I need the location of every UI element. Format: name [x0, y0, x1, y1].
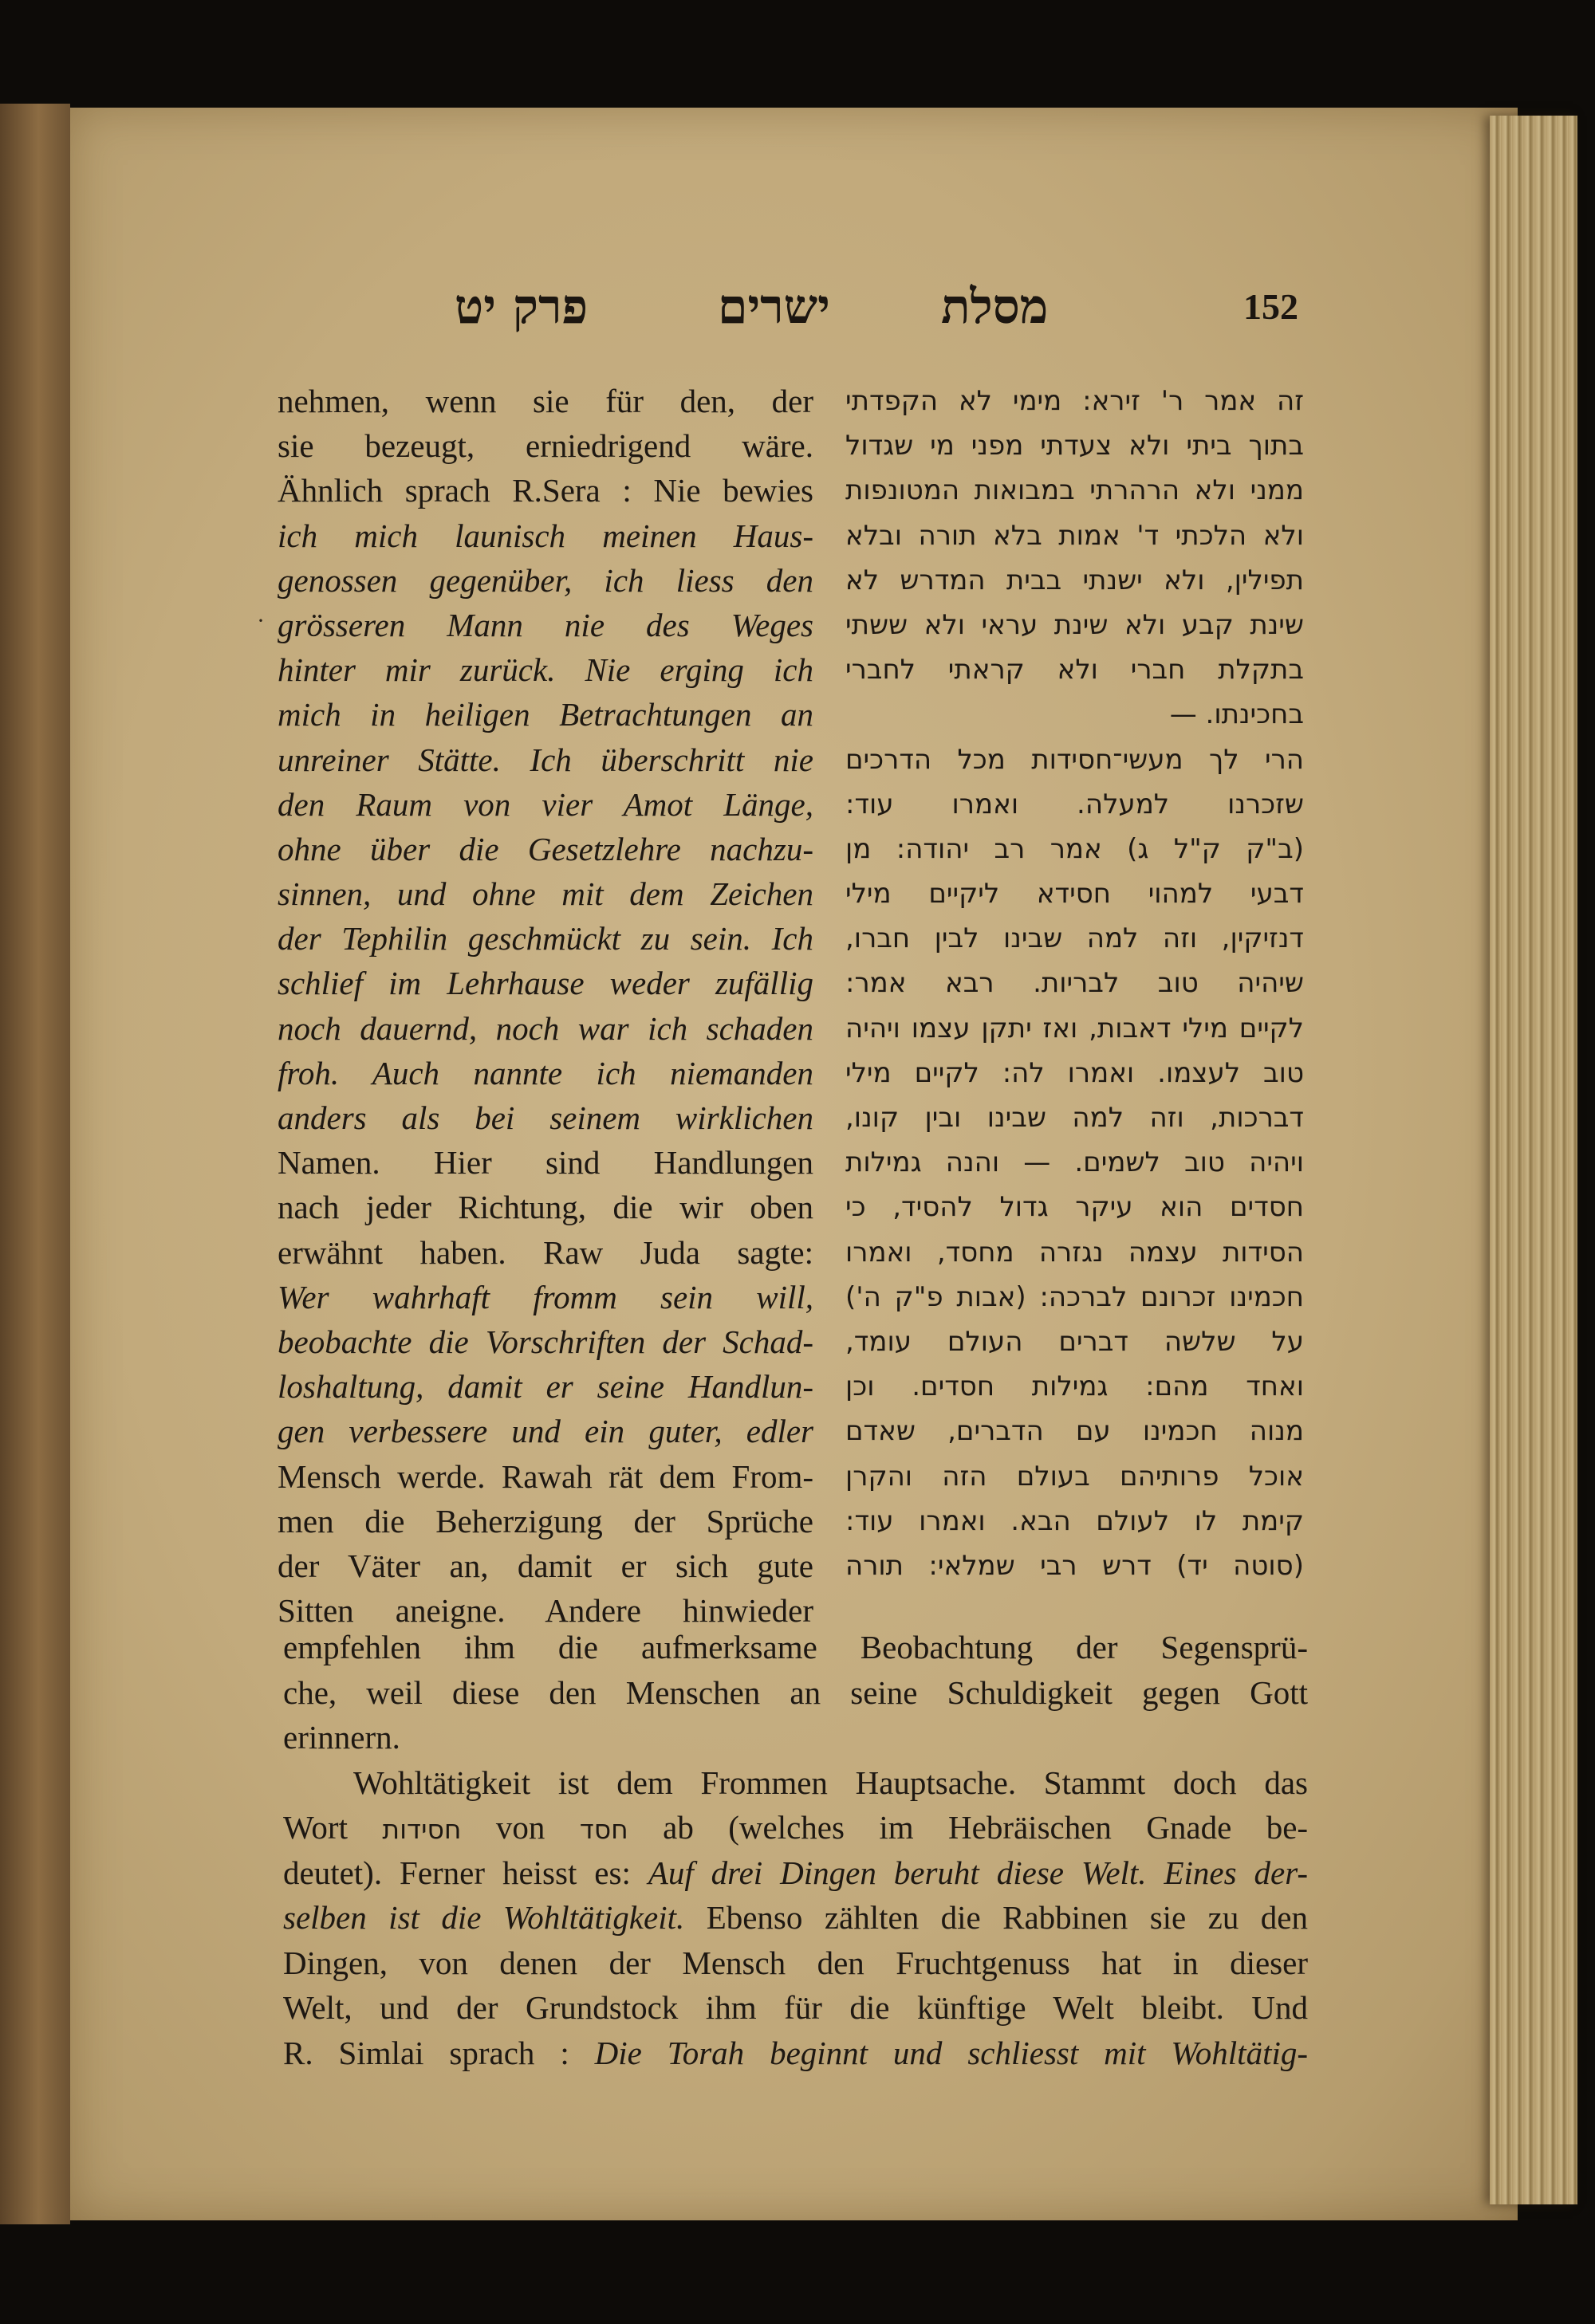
hebrew-line: ואחד מהם: גמילות חסדים. וכן — [845, 1370, 1304, 1403]
text-fragment: von — [495, 1809, 545, 1846]
hebrew-line: על שלשה דברים העולם עומד, — [845, 1325, 1304, 1358]
german-line — [278, 1006, 813, 1051]
german-line: erwähnt haben. Raw Juda sagte: — [278, 1233, 813, 1271]
german-italic: loshaltung, damit er seine Handlun- — [278, 1368, 813, 1406]
page-header — [431, 279, 1340, 351]
hebrew-line: בתקלת חברי ולא קראתי לחברי — [845, 654, 1304, 686]
german-italic: den Raum von vier Amot Länge, — [278, 785, 813, 823]
german-italic: beobachte die Vorschriften der Schad- — [278, 1323, 813, 1360]
german-line — [278, 1319, 813, 1364]
page-number: 152 — [1243, 286, 1298, 327]
german-italic: sinnen, und ohne mit dem Zeichen — [278, 875, 813, 913]
text-line: erinnern. — [283, 1719, 400, 1756]
text-line — [283, 1895, 1308, 1941]
hebrew-line: שיהיה טוב לבריות. רבא אמר: — [845, 967, 1304, 1000]
hebrew-line: הרי לך מעשי־חסידות מכל הדרכים — [845, 743, 1304, 776]
hebrew-line: בחכינתו. — — [1169, 698, 1304, 731]
german-line — [278, 961, 813, 1005]
hebrew-word-hesed: חסד — [579, 1814, 628, 1845]
hebrew-line: (ב"ק ק"ל ג) אמר רב יהודה: מן — [845, 832, 1304, 865]
german-line — [278, 827, 813, 871]
german-line — [278, 916, 813, 961]
hebrew-line: דנזיקין, וזה למה שבינו לבין חברו, — [845, 922, 1304, 955]
german-line: der Väter an, damit er sich gute — [278, 1547, 813, 1584]
german-italic: ohne über die Gesetzlehre nachzu- — [278, 830, 813, 867]
hebrew-line: ויהיה טוב לשמים. — והנה גמילות — [845, 1146, 1304, 1179]
german-line: Mensch werde. Rawah rät dem From- — [278, 1457, 813, 1495]
german-line — [278, 647, 813, 692]
text-fragment: deutet). Ferner heisst es: — [283, 1854, 631, 1891]
hebrew-line: ממני ולא הרהרתי במבואות המטונפות — [845, 474, 1304, 507]
german-italic: grösseren Mann nie des Weges — [278, 606, 813, 643]
german-line: men die Beherzigung der Sprüche — [278, 1502, 813, 1540]
text-line — [283, 2031, 1308, 2076]
german-line — [278, 513, 813, 558]
margin-dot: · — [257, 608, 265, 634]
text-italic: Die Torah beginnt und schliesst mit Wohltätig- — [594, 2034, 1309, 2071]
hebrew-line: דברכות, וזה למה שבינו ובין קונו, — [845, 1102, 1304, 1134]
text-fragment: R. Simlai sprach : — [283, 2034, 569, 2071]
text-line — [283, 1850, 1308, 1896]
german-italic: genossen gegenüber, ich liess den — [278, 561, 813, 599]
page-fore-edge — [1490, 116, 1577, 2204]
german-italic: hinter mir zurück. Nie erging ich — [278, 651, 813, 689]
german-line: Sitten aneigne. Andere hinwieder — [278, 1592, 813, 1630]
text-line: Welt, und der Grundstock ihm für die künftige Welt bleibt. Und — [283, 1989, 1308, 2026]
hebrew-line: דבעי למהוי חסידא ליקיים מילי — [845, 878, 1304, 910]
text-fragment: Ebenso zählten die Rabbinen sie zu den — [706, 1899, 1309, 1936]
german-line — [278, 1275, 813, 1319]
hebrew-line: ולא הלכתי ד' אמות בלא תורה ובלא — [845, 519, 1304, 552]
running-head-word-2: ישרים — [718, 279, 830, 335]
german-italic: anders als bei seinem wirklichen — [278, 1099, 813, 1136]
german-italic: schlief im Lehrhause weder zufällig — [278, 965, 813, 1002]
german-line — [278, 692, 813, 737]
german-line: Namen. Hier sind Handlungen — [278, 1144, 813, 1182]
german-line — [278, 737, 813, 782]
text-line: Wohltätigkeit ist dem Frommen Hauptsache. Stammt doch das — [353, 1764, 1308, 1801]
hebrew-line: אוכל פרותיהם בעולם הזה והקרן — [845, 1460, 1304, 1492]
german-line: nehmen, wenn sie für den, der — [278, 383, 813, 419]
hebrew-line: טוב לעצמו. ואמרו לה: לקיים מילי — [845, 1056, 1304, 1089]
text-line: Dingen, von denen der Mensch den Fruchtgenuss hat in dieser — [283, 1944, 1308, 1981]
hebrew-column — [845, 379, 1304, 1588]
german-line — [278, 871, 813, 916]
german-italic: mich in heiligen Betrachtungen an — [278, 696, 813, 733]
hebrew-line: קימת לו לעולם הבא. ואמרו עוד: — [845, 1504, 1304, 1537]
text-italic: Auf drei Dingen beruht diese Welt. Eines der- — [648, 1854, 1309, 1891]
hebrew-line: חכמינו זכרונם לברכה: (אבות פ"ק ה') — [845, 1280, 1304, 1313]
hebrew-line: (סוטה יד) דרש רבי שמלאי: תורה — [845, 1549, 1304, 1582]
hebrew-line: חסדים הוא עיקר גדול להסיד, כי — [845, 1191, 1304, 1224]
german-line — [278, 1051, 813, 1095]
hebrew-line: מנוה חכמינו עם הדברים, שאדם — [845, 1415, 1304, 1448]
hebrew-line: תפילין, ולא ישנתי בבית המדרש לא — [845, 564, 1304, 596]
german-italic: gen verbessere und ein guter, edler — [278, 1413, 813, 1450]
hebrew-word-hasidut: חסידות — [382, 1814, 462, 1845]
german-line — [278, 1409, 813, 1453]
binding-edge — [0, 104, 70, 2224]
german-line: Ähnlich sprach R.Sera : Nie bewies — [278, 472, 813, 509]
german-line — [278, 558, 813, 603]
text-line: che, weil diese den Menschen an seine Schuldigkeit gegen Gott — [283, 1673, 1308, 1711]
hebrew-line: שינת קבע ולא שינת עראי ולא ששתי — [845, 608, 1304, 641]
german-italic: der Tephilin geschmückt zu sein. Ich — [278, 920, 813, 958]
german-line: sie bezeugt, erniedrigend wäre. — [278, 427, 813, 465]
running-head-word-1: מסלת — [941, 279, 1049, 335]
german-italic: Wer wahrhaft fromm sein will, — [278, 1278, 813, 1315]
german-italic: froh. Auch nannte ich niemanden — [278, 1054, 813, 1091]
text-fragment: Wort — [283, 1809, 348, 1846]
german-italic: noch dauernd, noch war ich schaden — [278, 1009, 813, 1047]
text-line — [283, 1805, 1308, 1850]
hebrew-line: לקיים מילי דאבות, ואז יתקן עצמו ויהיה — [845, 1012, 1304, 1044]
running-head-chapter: פרק יט — [455, 279, 589, 335]
german-column — [278, 379, 813, 1633]
hebrew-line: שזכרנו למעלה. ואמרו עוד: — [845, 788, 1304, 820]
german-line — [278, 603, 813, 647]
hebrew-line: הסידות עצמה נגזרה מחסד, ואמרו — [845, 1236, 1304, 1268]
full-width-text — [283, 1625, 1308, 2075]
hebrew-line: בתוך ביתי ולא צעדתי מפני מי שגדול — [845, 430, 1304, 462]
german-line — [278, 1095, 813, 1140]
german-line — [278, 782, 813, 827]
text-line: empfehlen ihm die aufmerksame Beobachtung der Segensprü- — [283, 1629, 1308, 1665]
german-line: nach jeder Richtung, die wir oben — [278, 1189, 813, 1226]
german-line — [278, 1364, 813, 1409]
german-italic: ich mich launisch meinen Haus- — [278, 517, 813, 554]
hebrew-line: זה אמר ר' זירא: מימי לא הקפדתי — [845, 385, 1304, 417]
german-italic: unreiner Stätte. Ich überschritt nie — [278, 741, 813, 778]
text-italic: selben ist die Wohltätigkeit. — [283, 1899, 685, 1936]
text-fragment: ab (welches im Hebräischen Gnade be- — [663, 1809, 1309, 1846]
